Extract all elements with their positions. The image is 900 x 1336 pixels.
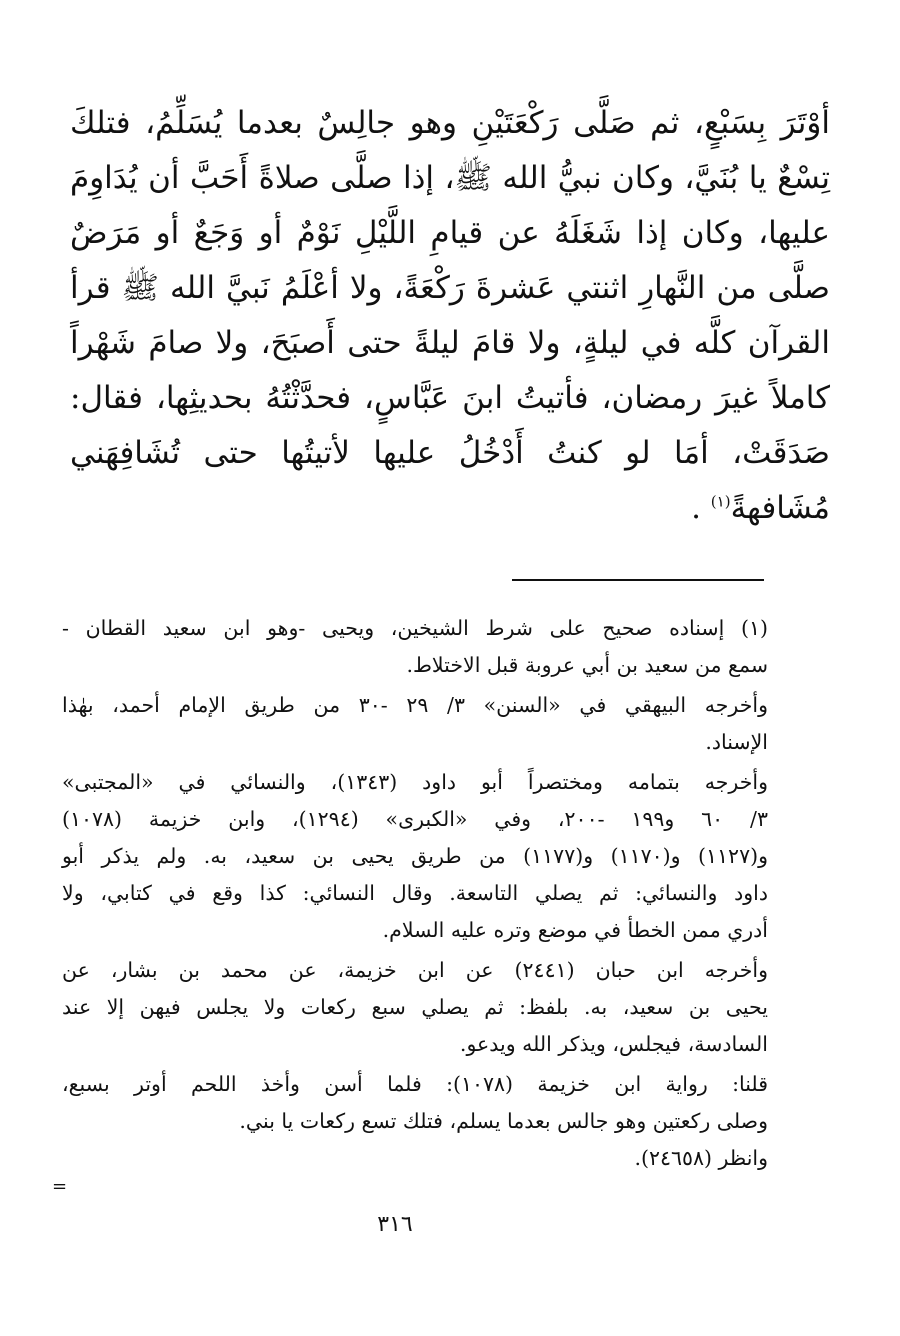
footnote-line: (١) إسناده صحيح على شرط الشيخين، ويحيى -وهو ابن سعيد القطان -	[62, 616, 768, 640]
main-text-block	[70, 96, 830, 536]
main-text-last-line	[70, 481, 830, 536]
footnote-line: وصلى ركعتين وهو جالس بعدما يسلم، فتلك تسع ركعات يا بني.	[239, 1109, 768, 1133]
footnote-line: و(١١٢٧) و(١١٧٠) و(١١٧٧) من طريق يحيى بن سعيد، به. ولم يذكر أبو	[62, 844, 768, 868]
footnote-line: السادسة، فيجلس، ويذكر الله ويدعو.	[459, 1032, 768, 1056]
main-text-line: تِسْعٌ يا بُنَيَّ، وكان نبيُّ الله ﷺ، إذا صلَّى صلاةً أَحَبَّ أن يُدَاوِمَ	[70, 160, 830, 196]
main-text-line: صَدَقَتْ، أمَا لو كنتُ أَدْخُلُ عليها لأتيتُها حتى تُشَافِهَني	[70, 435, 830, 471]
footnote-line: قلنا: رواية ابن خزيمة (١٠٧٨): فلما أسن وأخذ اللحم أوتر بسبع،	[62, 1072, 768, 1096]
main-text-terminal-dot: .	[691, 490, 701, 526]
footnote-line: وأخرجه ابن حبان (٢٤٤١) عن ابن خزيمة، عن محمد بن بشار، عن	[62, 958, 768, 982]
footnote-divider	[512, 579, 764, 581]
continuation-mark: =	[52, 1176, 68, 1197]
footnote-line: يحيى بن سعيد، به. بلفظ: ثم يصلي سبع ركعات ولا يجلس فيهن إلا عند	[62, 995, 768, 1019]
footnote-line: وأخرجه بتمامه ومختصراً أبو داود (١٣٤٣)، والنسائي في «المجتبى»	[62, 770, 768, 794]
main-text-line: أوْتَرَ بِسَبْعٍ، ثم صَلَّى رَكْعَتَيْنِ وهو جالِسٌ بعدما يُسَلِّمُ، فتلكَ	[70, 105, 830, 141]
footnote-line: سمع من سعيد بن أبي عروبة قبل الاختلاط.	[406, 653, 768, 677]
footnote-line: وأخرجه البيهقي في «السنن» ٣/ ٢٩ -٣٠ من طريق الإمام أحمد، بهٰذا	[62, 693, 768, 717]
main-text-line: كاملاً غيرَ رمضان، فأتيتُ ابنَ عَبَّاسٍ، فحدَّثْتُهُ بحديثِها، فقال:	[70, 380, 830, 416]
footnotes-block	[62, 610, 768, 1177]
page-number: ٣١٦	[377, 1212, 413, 1237]
main-text-line: صلَّى من النَّهارِ اثنتي عَشرةَ رَكْعَةً، ولا أعْلَمُ نَبيَّ الله ﷺ قرأ	[70, 270, 830, 306]
main-text-line-final-word: مُشَافهةً	[730, 490, 830, 526]
footnote-reference[interactable]: (١)	[710, 492, 731, 511]
main-text-line: عليها، وكان إذا شَغَلَهُ عن قيامِ اللَّيْلِ نَوْمٌ أو وَجَعٌ أو مَرَضٌ	[70, 215, 830, 251]
footnote-line: ٣/ ٦٠ و١٩٩ -٢٠٠، وفي «الكبرى» (١٢٩٤)، وابن خزيمة (١٠٧٨)	[62, 807, 768, 831]
footnote-line: وانظر (٢٤٦٥٨).	[634, 1146, 768, 1170]
footnote-line: داود والنسائي: ثم يصلي التاسعة. وقال النسائي: كذا وقع في كتابي، ولا	[62, 881, 768, 905]
footnote-line: الإسناد.	[705, 730, 768, 754]
main-text-line: القرآن كلَّه في ليلةٍ، ولا قامَ ليلةً حتى أَصبَحَ، ولا صامَ شَهْراً	[70, 325, 830, 361]
footnote-line: أدري ممن الخطأ في موضع وتره عليه السلام.	[382, 918, 768, 942]
